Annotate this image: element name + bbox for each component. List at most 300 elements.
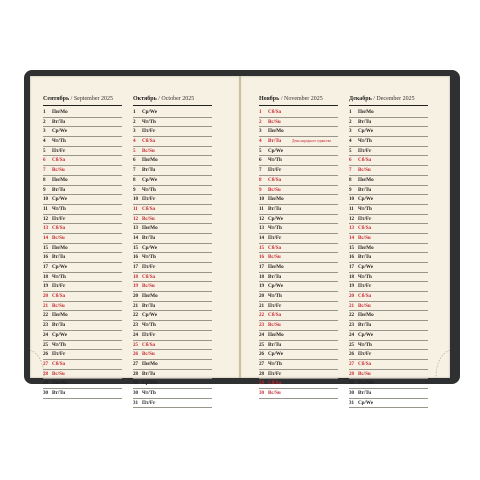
day-row[interactable] [259, 370, 338, 380]
day-number: 7 [259, 167, 262, 174]
weekday-label: Пн/Mo [268, 264, 284, 270]
weekday-label: Пт/Fr [358, 283, 372, 290]
day-number: 9 [259, 186, 262, 193]
day-row[interactable] [43, 370, 122, 380]
weekday-label: Ср/We [358, 331, 373, 338]
day-row[interactable] [43, 253, 122, 263]
day-number: 31 [133, 399, 139, 406]
weekday-label: Пн/Mo [268, 128, 284, 135]
day-number: 5 [259, 147, 262, 154]
day-row[interactable] [259, 147, 338, 157]
day-row[interactable] [43, 166, 122, 176]
weekday-label: Пт/Fr [52, 215, 66, 222]
day-number: 19 [133, 283, 139, 290]
weekday-label: Пт/Fr [142, 264, 156, 270]
day-number: 25 [349, 341, 355, 348]
day-number: 20 [133, 293, 139, 300]
day-row[interactable] [259, 176, 338, 186]
day-row[interactable] [43, 311, 122, 321]
day-row[interactable] [349, 108, 428, 118]
day-number: 2 [133, 118, 136, 125]
day-number: 2 [349, 118, 352, 125]
weekday-label: Ср/We [52, 196, 67, 203]
day-row[interactable] [259, 166, 338, 176]
weekday-label: Ср/We [358, 128, 373, 135]
day-number: 19 [349, 283, 355, 290]
day-row[interactable] [133, 273, 212, 283]
day-row[interactable] [133, 147, 212, 157]
day-row[interactable] [133, 389, 212, 399]
day-number: 17 [349, 264, 355, 270]
day-row[interactable] [349, 118, 428, 128]
day-number: 26 [43, 351, 49, 358]
day-number: 5 [349, 147, 352, 154]
day-row[interactable] [349, 224, 428, 234]
month-column [349, 96, 428, 408]
weekday-label: Сб/Sa [142, 273, 156, 280]
weekday-label: Чт/Th [268, 360, 282, 367]
weekday-label: Вс/Su [142, 351, 155, 358]
day-row[interactable] [259, 282, 338, 292]
weekday-label: Пт/Fr [52, 147, 66, 154]
day-row[interactable] [133, 311, 212, 321]
day-row[interactable] [349, 176, 428, 186]
right-corner-curve-icon [430, 350, 450, 378]
day-row[interactable] [349, 137, 428, 147]
header-rule [349, 105, 428, 106]
weekday-label: Чт/Th [358, 273, 372, 280]
weekday-label: Сб/Sa [268, 109, 282, 115]
day-row[interactable] [259, 215, 338, 225]
weekday-label: Пн/Mo [358, 380, 374, 387]
weekday-label: Пн/Mo [358, 312, 374, 319]
day-row[interactable] [259, 156, 338, 166]
weekday-label: Сб/Sa [358, 293, 372, 300]
day-number: 15 [349, 244, 355, 251]
day-row[interactable] [133, 399, 212, 409]
month-title-ru: Декабрь [349, 96, 372, 102]
day-number: 27 [43, 360, 49, 367]
day-row[interactable] [259, 253, 338, 263]
day-number: 14 [259, 234, 265, 241]
day-row[interactable] [349, 263, 428, 273]
day-row[interactable] [349, 379, 428, 389]
day-row[interactable] [259, 108, 338, 118]
day-row[interactable] [349, 215, 428, 225]
weekday-label: Пн/Mo [52, 109, 68, 115]
day-row[interactable] [259, 205, 338, 215]
day-row[interactable] [43, 108, 122, 118]
day-row[interactable] [259, 350, 338, 360]
day-row[interactable] [133, 253, 212, 263]
day-number: 5 [133, 147, 136, 154]
day-row[interactable] [43, 341, 122, 351]
weekday-label: Вт/Tu [142, 234, 156, 241]
weekday-label: Ср/We [268, 351, 283, 358]
weekday-label: Ср/We [142, 312, 157, 319]
weekday-label: Чт/Th [142, 254, 156, 261]
weekday-label: Вт/Tu [358, 186, 372, 193]
day-number: 7 [43, 167, 46, 174]
weekday-label: Пт/Fr [52, 351, 66, 358]
day-number: 24 [43, 331, 49, 338]
day-row[interactable] [43, 350, 122, 360]
weekday-label: Вт/Tu [268, 273, 282, 280]
day-row[interactable] [349, 292, 428, 302]
day-number: 3 [43, 128, 46, 135]
weekday-label: Чт/Th [142, 389, 156, 396]
day-number: 12 [133, 215, 139, 222]
day-row[interactable] [43, 302, 122, 312]
day-row[interactable] [133, 108, 212, 118]
holiday-note: День народного единства [292, 139, 331, 144]
weekday-label: Вт/Tu [358, 254, 372, 261]
day-number: 1 [43, 109, 46, 115]
day-row[interactable] [133, 341, 212, 351]
day-row[interactable] [349, 273, 428, 283]
day-row[interactable] [349, 244, 428, 254]
day-number: 25 [133, 341, 139, 348]
weekday-label: Пн/Mo [52, 380, 68, 387]
weekday-label: Пн/Mo [52, 244, 68, 251]
day-row[interactable] [259, 224, 338, 234]
weekday-label: Вс/Su [52, 370, 65, 377]
day-row[interactable] [43, 273, 122, 283]
day-number: 1 [259, 109, 262, 115]
day-row[interactable] [43, 331, 122, 341]
weekday-label: Вс/Su [52, 234, 65, 241]
day-number: 10 [259, 196, 265, 203]
weekday-label: Вс/Su [268, 389, 281, 396]
day-number: 2 [43, 118, 46, 125]
day-number: 8 [43, 176, 46, 183]
day-number: 15 [43, 244, 49, 251]
weekday-label: Пн/Mo [358, 176, 374, 183]
day-number: 22 [349, 312, 355, 319]
day-row[interactable] [349, 147, 428, 157]
day-number: 10 [349, 196, 355, 203]
day-number: 3 [133, 128, 136, 135]
day-row[interactable] [133, 137, 212, 147]
day-row[interactable] [133, 205, 212, 215]
day-row[interactable] [259, 195, 338, 205]
day-number: 13 [259, 225, 265, 232]
month-title-ru: Ноябрь [259, 96, 280, 102]
month-column [259, 96, 338, 399]
day-row[interactable] [133, 166, 212, 176]
month-title-en: / December 2025 [371, 96, 415, 102]
day-row[interactable] [349, 205, 428, 215]
weekday-label: Ср/We [358, 196, 373, 203]
day-number: 18 [259, 273, 265, 280]
weekday-label: Вс/Su [358, 302, 371, 309]
day-row[interactable] [259, 341, 338, 351]
weekday-label: Пт/Fr [142, 196, 156, 203]
weekday-label: Пн/Mo [358, 109, 374, 115]
day-row[interactable] [133, 127, 212, 137]
day-row[interactable] [349, 195, 428, 205]
weekday-label: Чт/Th [142, 186, 156, 193]
day-row[interactable] [43, 195, 122, 205]
day-number: 16 [43, 254, 49, 261]
day-number: 28 [259, 370, 265, 377]
day-row[interactable] [259, 379, 338, 389]
day-row[interactable] [349, 186, 428, 196]
weekday-label: Ср/We [142, 244, 157, 251]
day-number: 18 [43, 273, 49, 280]
day-row[interactable] [43, 360, 122, 370]
day-row[interactable] [43, 118, 122, 128]
day-row[interactable] [43, 156, 122, 166]
day-row[interactable] [133, 186, 212, 196]
weekday-label: Пт/Fr [358, 351, 372, 358]
day-row[interactable] [43, 263, 122, 273]
day-number: 11 [133, 205, 138, 212]
day-row[interactable] [259, 273, 338, 283]
day-row[interactable] [133, 244, 212, 254]
day-number: 26 [133, 351, 139, 358]
weekday-label: Вс/Su [268, 322, 281, 329]
weekday-label: Вт/Tu [358, 389, 372, 396]
day-number: 9 [349, 186, 352, 193]
weekday-label: Пт/Fr [142, 331, 156, 338]
weekday-label: Сб/Sa [52, 360, 66, 367]
weekday-label: Вс/Su [268, 254, 281, 261]
day-number: 13 [43, 225, 49, 232]
weekday-label: Сб/Sa [268, 380, 282, 387]
day-row[interactable] [43, 215, 122, 225]
day-row[interactable] [349, 321, 428, 331]
day-number: 8 [259, 176, 262, 183]
day-row[interactable] [259, 263, 338, 273]
weekday-label: Ср/We [52, 264, 67, 270]
day-row[interactable] [349, 331, 428, 341]
day-number: 10 [133, 196, 139, 203]
month-title [349, 96, 428, 104]
day-number: 18 [133, 273, 139, 280]
weekday-label: Вс/Su [142, 215, 155, 222]
weekday-label: Пн/Mo [268, 331, 284, 338]
day-number: 20 [259, 293, 265, 300]
day-number: 25 [43, 341, 49, 348]
day-row[interactable] [133, 302, 212, 312]
weekday-label: Пт/Fr [358, 147, 372, 154]
day-row[interactable] [43, 234, 122, 244]
weekday-label: Ср/We [358, 264, 373, 270]
day-row[interactable] [133, 331, 212, 341]
day-row[interactable] [259, 186, 338, 196]
day-number: 8 [133, 176, 136, 183]
day-row[interactable] [133, 224, 212, 234]
day-number: 12 [43, 215, 49, 222]
day-number: 11 [349, 205, 354, 212]
day-row[interactable] [133, 263, 212, 273]
weekday-label: Сб/Sa [358, 360, 372, 367]
weekday-label: Вт/Tu [52, 389, 66, 396]
weekday-label: Ср/We [142, 176, 157, 183]
day-row[interactable] [259, 331, 338, 341]
weekday-label: Сб/Sa [268, 244, 282, 251]
day-row[interactable] [43, 321, 122, 331]
day-row[interactable] [349, 311, 428, 321]
day-row[interactable] [43, 224, 122, 234]
weekday-label: Ср/We [268, 147, 283, 154]
day-row[interactable] [43, 127, 122, 137]
weekday-label: Чт/Th [142, 322, 156, 329]
day-number: 19 [259, 283, 265, 290]
day-number: 26 [349, 351, 355, 358]
day-row[interactable] [259, 311, 338, 321]
weekday-label: Вт/Tu [358, 322, 372, 329]
day-row[interactable] [43, 205, 122, 215]
weekday-label: Пт/Fr [142, 399, 156, 406]
day-number: 19 [43, 283, 49, 290]
day-row[interactable] [349, 389, 428, 399]
weekday-label: Вт/Tu [142, 370, 156, 377]
day-row[interactable] [43, 292, 122, 302]
weekday-label: Чт/Th [358, 138, 372, 145]
day-row[interactable] [349, 360, 428, 370]
day-row[interactable] [349, 302, 428, 312]
weekday-label: Вт/Tu [52, 118, 66, 125]
day-row[interactable] [133, 215, 212, 225]
weekday-label: Пт/Fr [268, 167, 282, 174]
day-row[interactable] [349, 156, 428, 166]
day-row[interactable] [259, 321, 338, 331]
day-number: 2 [259, 118, 262, 125]
day-row[interactable] [43, 282, 122, 292]
day-row[interactable] [133, 379, 212, 389]
month-title [43, 96, 122, 104]
day-number: 6 [349, 157, 352, 164]
day-row[interactable] [259, 244, 338, 254]
header-rule [43, 105, 122, 106]
day-row[interactable] [259, 292, 338, 302]
day-number: 27 [349, 360, 355, 367]
weekday-label: Вт/Tu [52, 322, 66, 329]
day-row[interactable] [259, 118, 338, 128]
day-number: 28 [349, 370, 355, 377]
day-row[interactable] [349, 370, 428, 380]
month-title-en: / November 2025 [279, 96, 323, 102]
weekday-label: Ср/We [142, 109, 157, 115]
day-number: 30 [133, 389, 139, 396]
day-row[interactable] [133, 360, 212, 370]
day-row[interactable] [259, 137, 338, 147]
weekday-label: Чт/Th [268, 225, 282, 232]
day-row[interactable] [43, 379, 122, 389]
day-number: 23 [43, 322, 49, 329]
day-row[interactable] [133, 156, 212, 166]
day-row[interactable] [43, 176, 122, 186]
month-title [133, 96, 212, 104]
day-row[interactable] [133, 234, 212, 244]
month-title-en: / September 2025 [69, 96, 113, 102]
day-row[interactable] [133, 292, 212, 302]
day-number: 16 [259, 254, 265, 261]
day-row[interactable] [133, 282, 212, 292]
day-row[interactable] [349, 282, 428, 292]
day-row[interactable] [349, 166, 428, 176]
day-number: 30 [43, 389, 49, 396]
day-row[interactable] [349, 253, 428, 263]
day-number: 13 [133, 225, 139, 232]
weekday-label: Чт/Th [358, 341, 372, 348]
day-number: 1 [349, 109, 352, 115]
day-row[interactable] [349, 350, 428, 360]
day-number: 13 [349, 225, 355, 232]
day-number: 17 [43, 264, 49, 270]
day-row[interactable] [43, 389, 122, 399]
weekday-label: Вт/Tu [52, 254, 66, 261]
day-row[interactable] [133, 350, 212, 360]
day-row[interactable] [133, 321, 212, 331]
month-title [259, 96, 338, 104]
day-number: 6 [43, 157, 46, 164]
day-row[interactable] [259, 389, 338, 399]
weekday-label: Вт/Tu [142, 302, 156, 309]
day-number: 14 [43, 234, 49, 241]
day-row[interactable] [349, 341, 428, 351]
weekday-label: Вт/Tu [268, 205, 282, 212]
day-row[interactable] [133, 118, 212, 128]
weekday-label: Пн/Mo [142, 225, 158, 232]
weekday-label: Вс/Su [268, 186, 281, 193]
weekday-label: Вт/Tu [142, 167, 156, 174]
day-row[interactable] [349, 127, 428, 137]
weekday-label: Ср/We [268, 215, 283, 222]
day-row[interactable] [43, 186, 122, 196]
weekday-label: Пн/Mo [52, 312, 68, 319]
day-number: 20 [349, 293, 355, 300]
weekday-label: Вс/Su [142, 147, 155, 154]
day-number: 7 [349, 167, 352, 174]
month-title-ru: Сентябрь [43, 96, 70, 102]
month-column [43, 96, 122, 399]
day-row[interactable] [259, 234, 338, 244]
day-row[interactable] [349, 399, 428, 409]
day-row[interactable] [349, 234, 428, 244]
day-number: 1 [133, 109, 136, 115]
weekday-label: Вс/Su [358, 234, 371, 241]
day-row[interactable] [259, 360, 338, 370]
day-row[interactable] [133, 370, 212, 380]
day-row[interactable] [43, 137, 122, 147]
day-number: 14 [349, 234, 355, 241]
day-number: 15 [259, 244, 265, 251]
weekday-label: Пн/Mo [52, 176, 68, 183]
day-row[interactable] [43, 147, 122, 157]
day-number: 17 [133, 264, 139, 270]
day-number: 24 [133, 331, 139, 338]
weekday-label: Вс/Su [358, 370, 371, 377]
weekday-label: Сб/Sa [142, 205, 156, 212]
weekday-label: Пт/Fr [268, 302, 282, 309]
day-row[interactable] [259, 302, 338, 312]
day-number: 28 [43, 370, 49, 377]
weekday-label: Ср/We [52, 331, 67, 338]
day-number: 23 [133, 322, 139, 329]
day-row[interactable] [43, 244, 122, 254]
weekday-label: Чт/Th [268, 293, 282, 300]
day-row[interactable] [259, 127, 338, 137]
weekday-label: Сб/Sa [142, 341, 156, 348]
weekday-label: Чт/Th [52, 341, 66, 348]
weekday-label: Ср/We [52, 128, 67, 135]
day-row[interactable] [133, 195, 212, 205]
day-number: 3 [259, 128, 262, 135]
day-row[interactable] [133, 176, 212, 186]
